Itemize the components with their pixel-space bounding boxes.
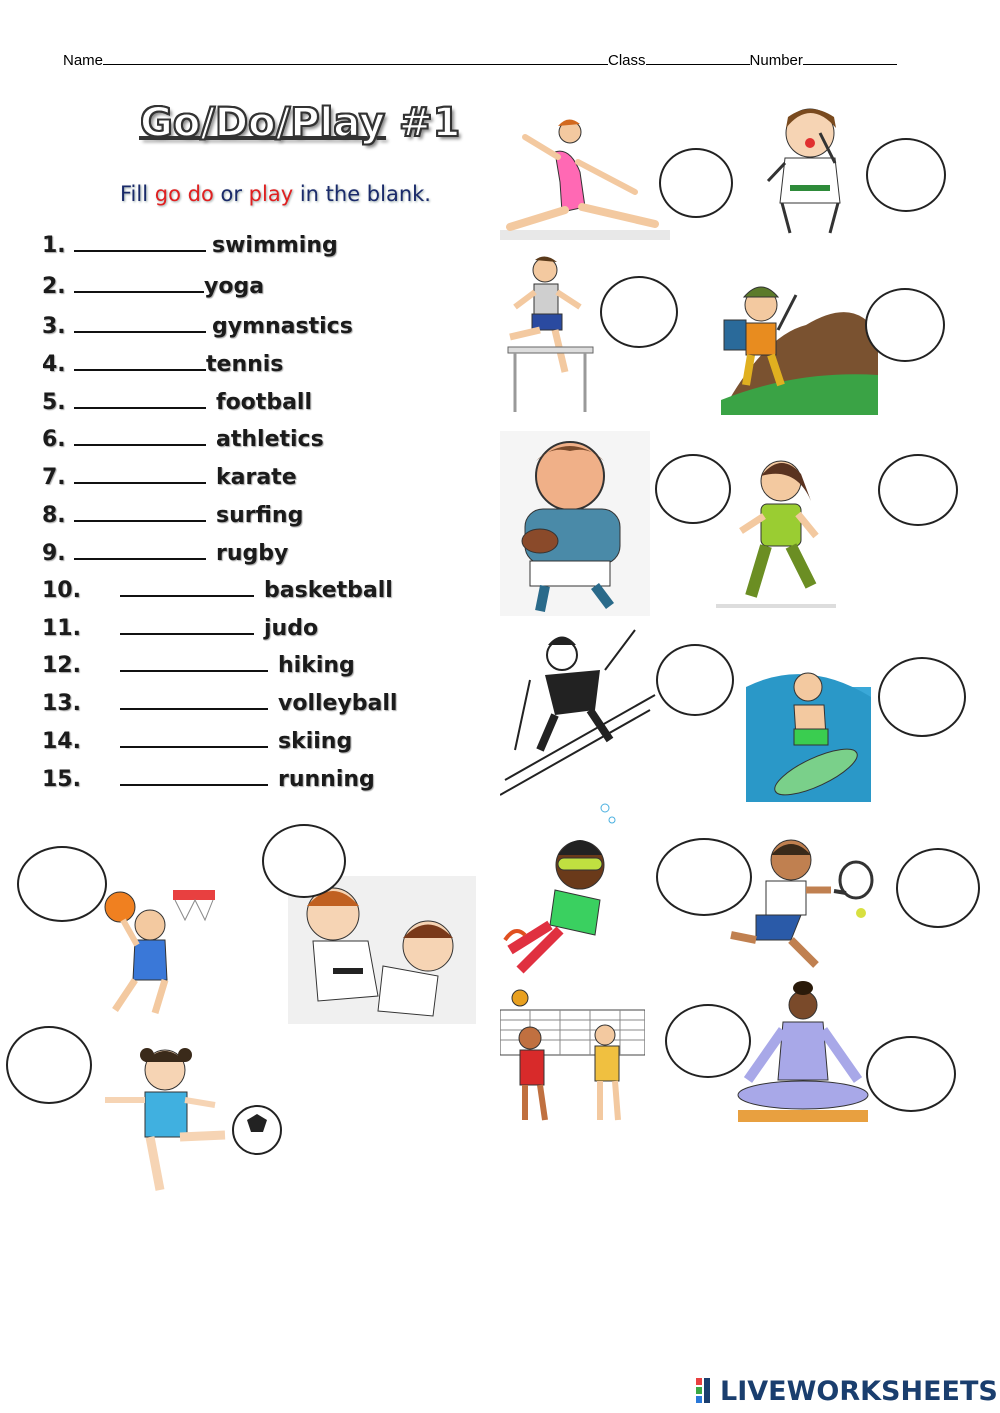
item-number: 15. [42, 767, 81, 792]
title-main: Go/Do/Play [140, 100, 386, 146]
answer-blank[interactable] [120, 766, 268, 786]
answer-blank[interactable] [120, 577, 254, 597]
football-picture [85, 1040, 295, 1215]
list-item [42, 464, 297, 490]
list-item [42, 615, 318, 641]
instruction [120, 182, 431, 206]
item-number: 3. [42, 314, 66, 339]
name-label: Name [63, 52, 104, 69]
list-item [42, 577, 393, 603]
item-word: football [216, 390, 312, 415]
answer-circle[interactable] [878, 657, 966, 737]
item-word: rugby [216, 541, 289, 566]
instruction-word: or [220, 182, 242, 206]
basketball-picture [95, 885, 220, 1020]
item-number: 14. [42, 729, 81, 754]
list-item [42, 502, 303, 528]
answer-blank[interactable] [74, 426, 206, 446]
surfing-picture [746, 657, 871, 802]
list-item [42, 232, 338, 258]
list-item [42, 389, 312, 415]
item-word: surfing [216, 503, 304, 528]
item-word: skiing [278, 729, 353, 754]
item-number: 6. [42, 427, 66, 452]
class-label: Class [608, 52, 646, 69]
answer-circle[interactable] [17, 846, 107, 922]
item-number: 12. [42, 653, 81, 678]
item-number: 8. [42, 503, 66, 528]
answer-blank[interactable] [74, 389, 206, 409]
name-field[interactable] [103, 52, 608, 65]
answer-blank[interactable] [74, 273, 204, 293]
rugby-picture [500, 431, 650, 616]
list-item [42, 766, 375, 792]
instruction-word: in the blank. [299, 182, 431, 206]
class-field[interactable] [646, 52, 750, 65]
answer-circle[interactable] [600, 276, 678, 348]
karate-picture [760, 103, 860, 238]
tennis-picture [726, 835, 881, 975]
item-word: judo [264, 616, 319, 641]
answer-circle[interactable] [896, 848, 980, 928]
athletics-picture [500, 252, 600, 422]
footer-brand [696, 1376, 998, 1406]
item-number: 5. [42, 390, 66, 415]
item-word: volleyball [278, 691, 398, 716]
item-number: 2. [42, 274, 66, 299]
yoga-picture [728, 980, 878, 1130]
item-number: 10. [42, 578, 81, 603]
item-word: basketball [264, 578, 393, 603]
answer-circle[interactable] [659, 148, 733, 218]
answer-blank[interactable] [74, 502, 206, 522]
running-picture [716, 446, 836, 611]
answer-blank[interactable] [120, 615, 254, 635]
instruction-go: go [154, 182, 181, 206]
number-label: Number [749, 52, 803, 69]
worksheet-title [140, 100, 460, 146]
instruction-do: do [187, 182, 214, 206]
answer-blank[interactable] [74, 313, 206, 333]
answer-circle[interactable] [865, 288, 945, 362]
answer-circle[interactable] [6, 1026, 92, 1104]
header-line [63, 52, 923, 69]
skiing-picture [500, 620, 660, 800]
list-item [42, 540, 288, 566]
list-item [42, 351, 283, 377]
item-word: swimming [212, 233, 338, 258]
answer-blank[interactable] [74, 232, 206, 252]
number-field[interactable] [803, 52, 897, 65]
hiking-picture [706, 275, 881, 417]
answer-circle[interactable] [866, 1036, 956, 1112]
list-item [42, 652, 355, 678]
item-word: running [278, 767, 375, 792]
item-word: tennis [206, 352, 284, 377]
item-number: 13. [42, 691, 81, 716]
item-number: 11. [42, 616, 81, 641]
answer-circle[interactable] [878, 454, 958, 526]
brand-name: LIVEWORKSHEETS [720, 1375, 998, 1407]
item-word: yoga [204, 274, 265, 299]
answer-blank[interactable] [74, 540, 206, 560]
answer-blank[interactable] [120, 690, 268, 710]
item-number: 4. [42, 352, 66, 377]
list-item [42, 426, 324, 452]
answer-blank[interactable] [120, 728, 268, 748]
answer-blank[interactable] [120, 652, 268, 672]
volleyball-picture [500, 980, 645, 1130]
judo-picture [288, 876, 476, 1024]
item-word: karate [216, 465, 297, 490]
list-item [42, 273, 264, 299]
swimming-picture [500, 800, 640, 975]
item-word: gymnastics [212, 314, 353, 339]
answer-circle[interactable] [866, 138, 946, 212]
instruction-play: play [248, 182, 294, 206]
answer-circle[interactable] [262, 824, 346, 898]
list-item [42, 313, 353, 339]
answer-blank[interactable] [74, 351, 206, 371]
liveworksheets-logo-icon [696, 1378, 718, 1404]
item-word: athletics [216, 427, 324, 452]
list-item [42, 728, 352, 754]
title-number: #1 [399, 100, 461, 146]
item-word: hiking [278, 653, 355, 678]
answer-blank[interactable] [74, 464, 206, 484]
item-number: 1. [42, 233, 66, 258]
item-number: 7. [42, 465, 66, 490]
answer-circle[interactable] [656, 644, 734, 716]
item-number: 9. [42, 541, 66, 566]
list-item [42, 690, 397, 716]
instruction-word: Fill [120, 182, 149, 206]
gymnastics-picture [500, 112, 670, 242]
